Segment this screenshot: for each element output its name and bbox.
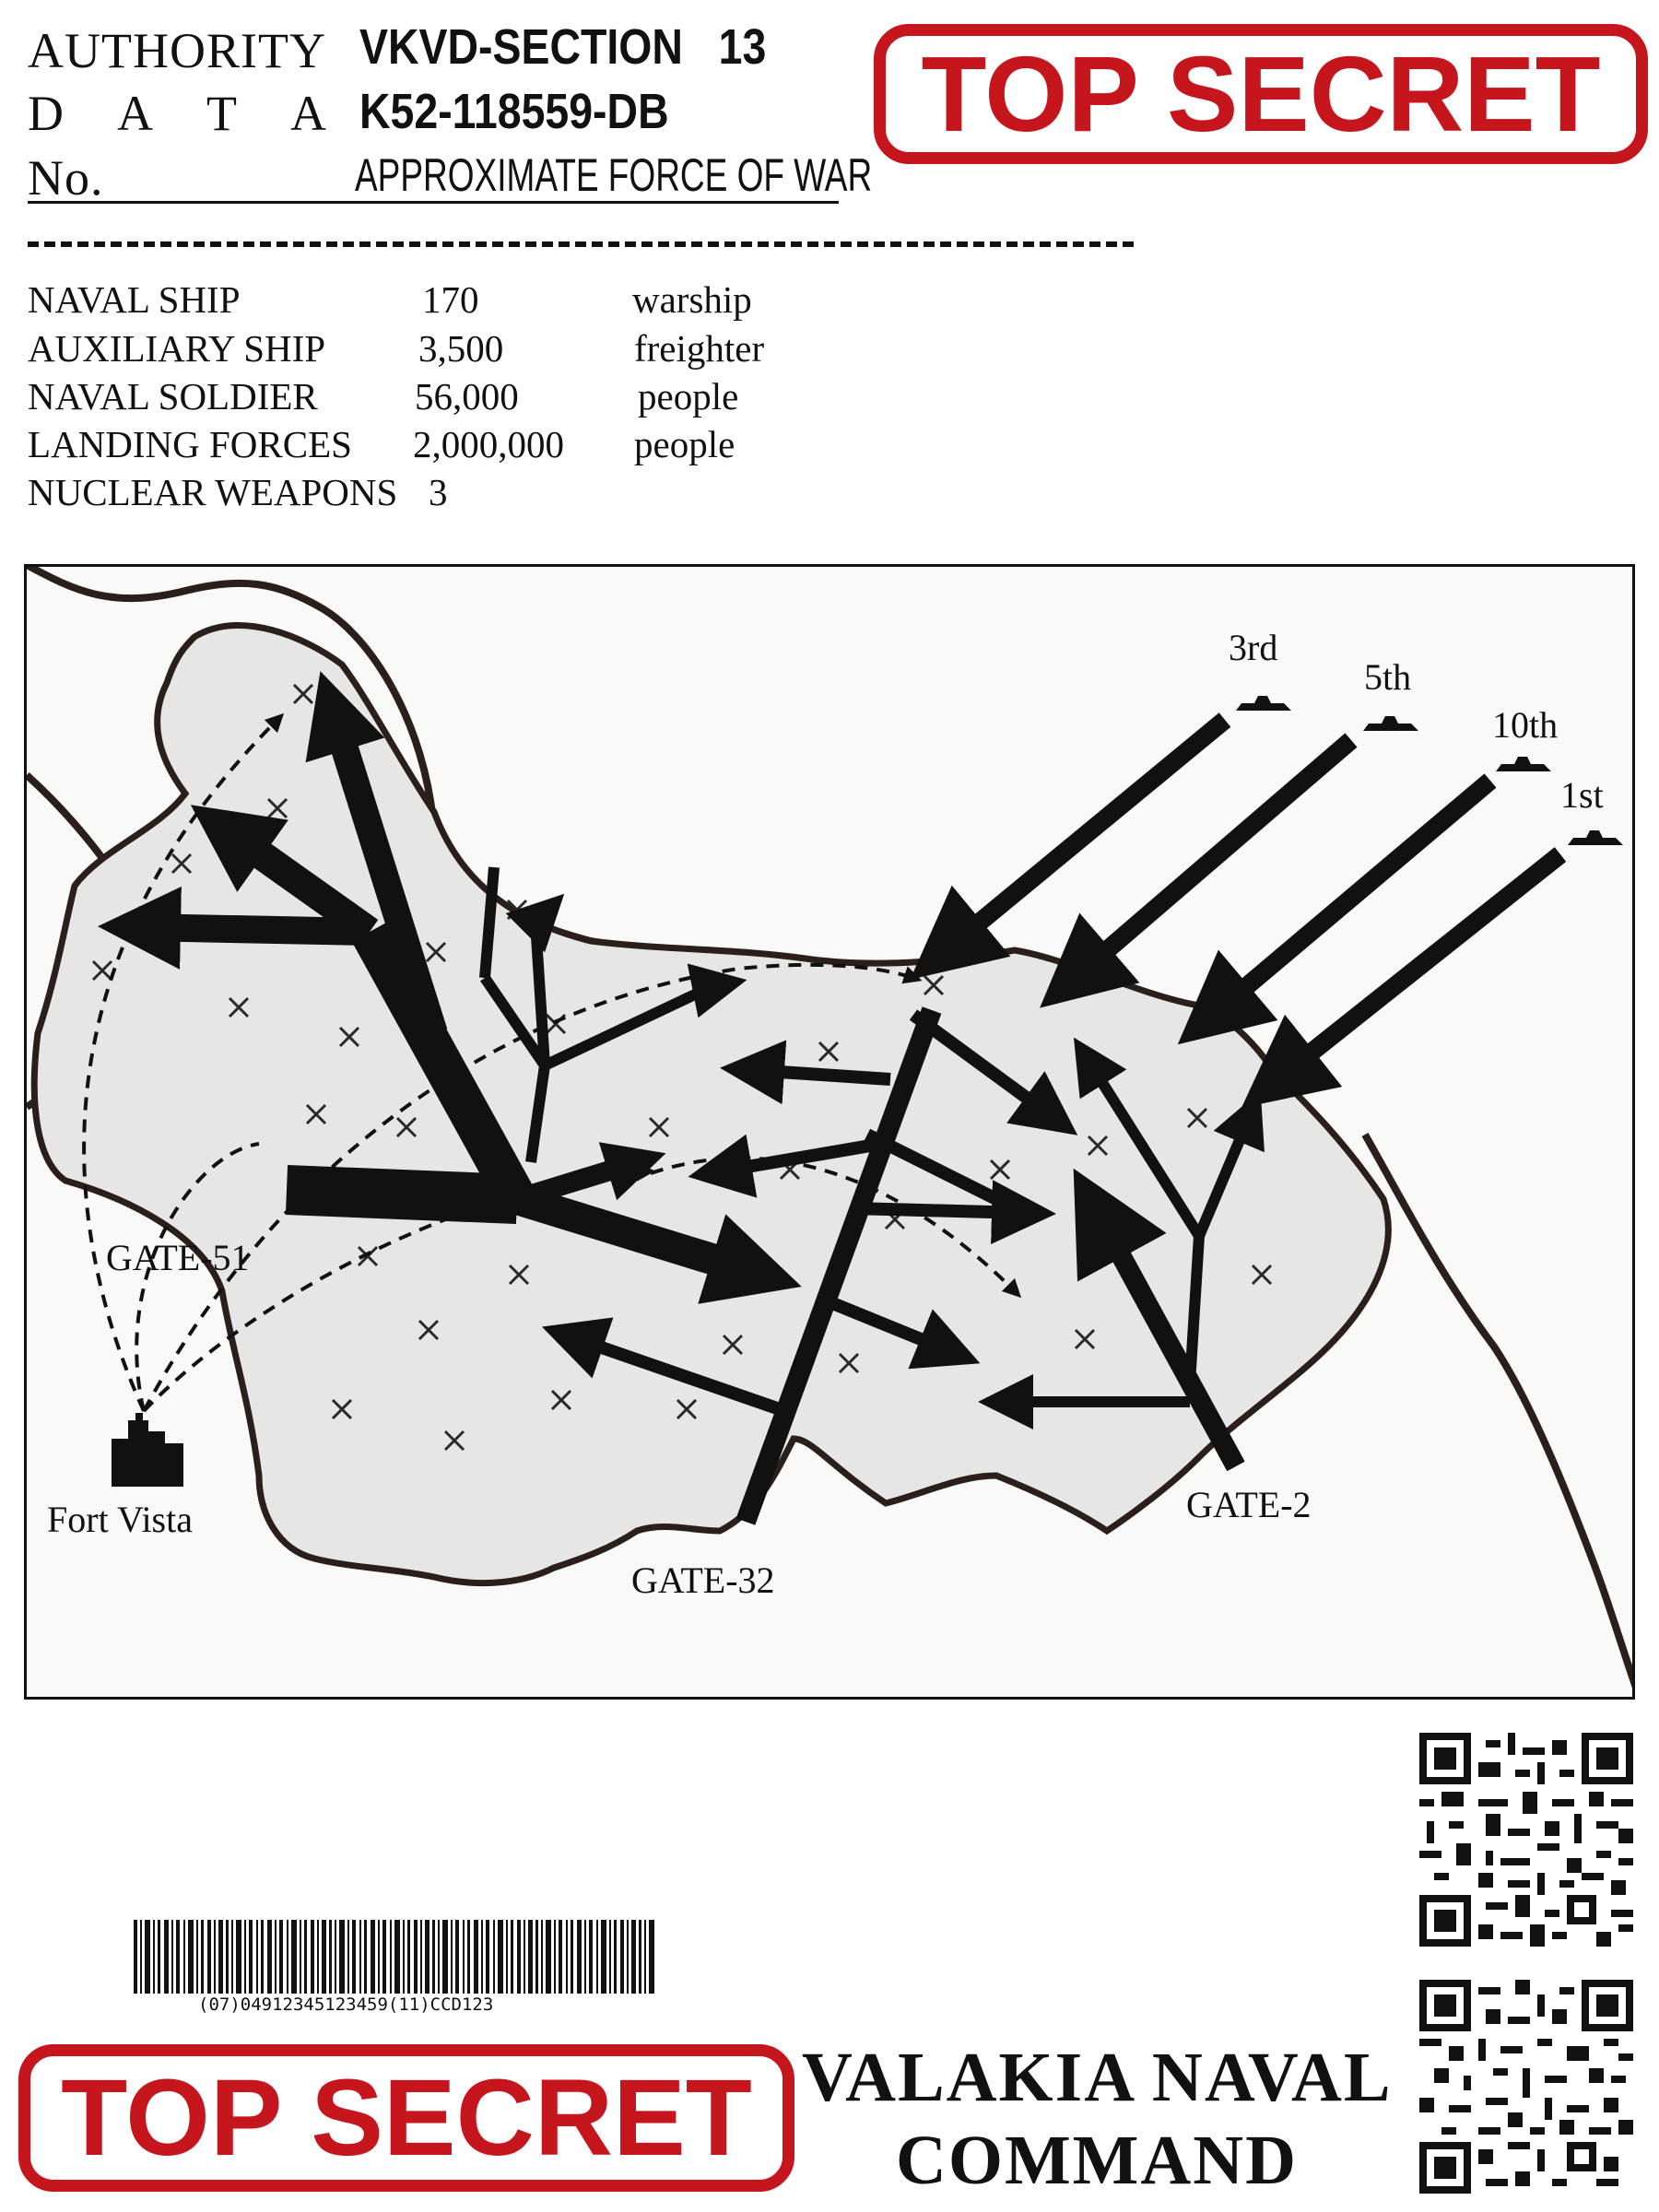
data-letter: A — [117, 86, 154, 141]
city-icon — [112, 1413, 183, 1487]
data-letter: A — [290, 86, 327, 141]
barcode — [134, 1920, 659, 1994]
subject-title: APPROXIMATE FORCE OF WAR — [355, 149, 873, 201]
right-coast — [1365, 1135, 1635, 1688]
force-name: AUXILIARY SHIP — [28, 327, 326, 370]
no-underline — [28, 201, 839, 204]
authority-label: AUTHORITY — [28, 23, 326, 78]
warship-icon — [1496, 757, 1551, 771]
city-label-fort-vista: Fort Vista — [47, 1499, 193, 1540]
data-letter: D — [28, 86, 65, 141]
warship-icon — [1363, 716, 1418, 731]
force-name: LANDING FORCES — [28, 423, 352, 465]
force-value: 2,000,000 — [413, 423, 564, 465]
force-name: NAVAL SOLDIER — [28, 375, 318, 418]
command-line-2: COMMAND — [895, 2122, 1299, 2199]
force-value: 3,500 — [418, 327, 504, 370]
force-unit: people — [638, 375, 739, 418]
data-label — [28, 86, 327, 141]
stamp-text: TOP SECRET — [921, 34, 1601, 154]
no-label: No. — [28, 150, 104, 206]
barcode-caption: (07)04912345123459(11)CCD123 — [198, 1994, 494, 2015]
barcode-bars — [134, 1920, 659, 1994]
fleet-label-10th: 10th — [1492, 704, 1559, 746]
battle-map — [24, 564, 1635, 1700]
qr-code-lower — [1419, 1980, 1633, 2194]
map-canvas — [27, 567, 1635, 1700]
command-line-1: VALAKIA NAVAL — [802, 2039, 1393, 2116]
force-unit: freighter — [634, 327, 765, 370]
force-unit: warship — [632, 278, 752, 321]
data-letter: T — [206, 86, 238, 141]
force-value: 3 — [429, 471, 448, 513]
authority-value: VKVD-SECTION 13 — [359, 19, 767, 75]
force-value: 170 — [422, 278, 479, 321]
warship-icon — [1236, 696, 1291, 711]
fleet-label-1st: 1st — [1560, 774, 1604, 816]
force-name: NAVAL SHIP — [28, 278, 241, 321]
top-secret-stamp — [874, 24, 1648, 164]
warship-icon — [1568, 830, 1623, 845]
top-secret-stamp-bottom — [18, 2044, 794, 2192]
fleet-label-3rd: 3rd — [1229, 627, 1278, 668]
gate-label-51: GATE-51 — [106, 1237, 250, 1278]
force-name: NUCLEAR WEAPONS — [28, 471, 398, 513]
dashed-separator — [28, 241, 1134, 247]
qr-code-pattern — [1419, 1733, 1633, 1947]
peninsula-land — [34, 626, 1388, 1583]
force-value: 56,000 — [415, 375, 519, 418]
gate-label-2: GATE-2 — [1186, 1484, 1312, 1525]
fleet-label-5th: 5th — [1364, 656, 1412, 698]
qr-code-upper — [1419, 1733, 1633, 1947]
data-value: K52-118559-DB — [359, 84, 669, 139]
force-unit: people — [634, 423, 735, 465]
gate-label-32: GATE-32 — [631, 1559, 775, 1601]
qr-code-pattern — [1419, 1980, 1633, 2194]
stamp-text: TOP SECRET — [61, 2057, 752, 2179]
